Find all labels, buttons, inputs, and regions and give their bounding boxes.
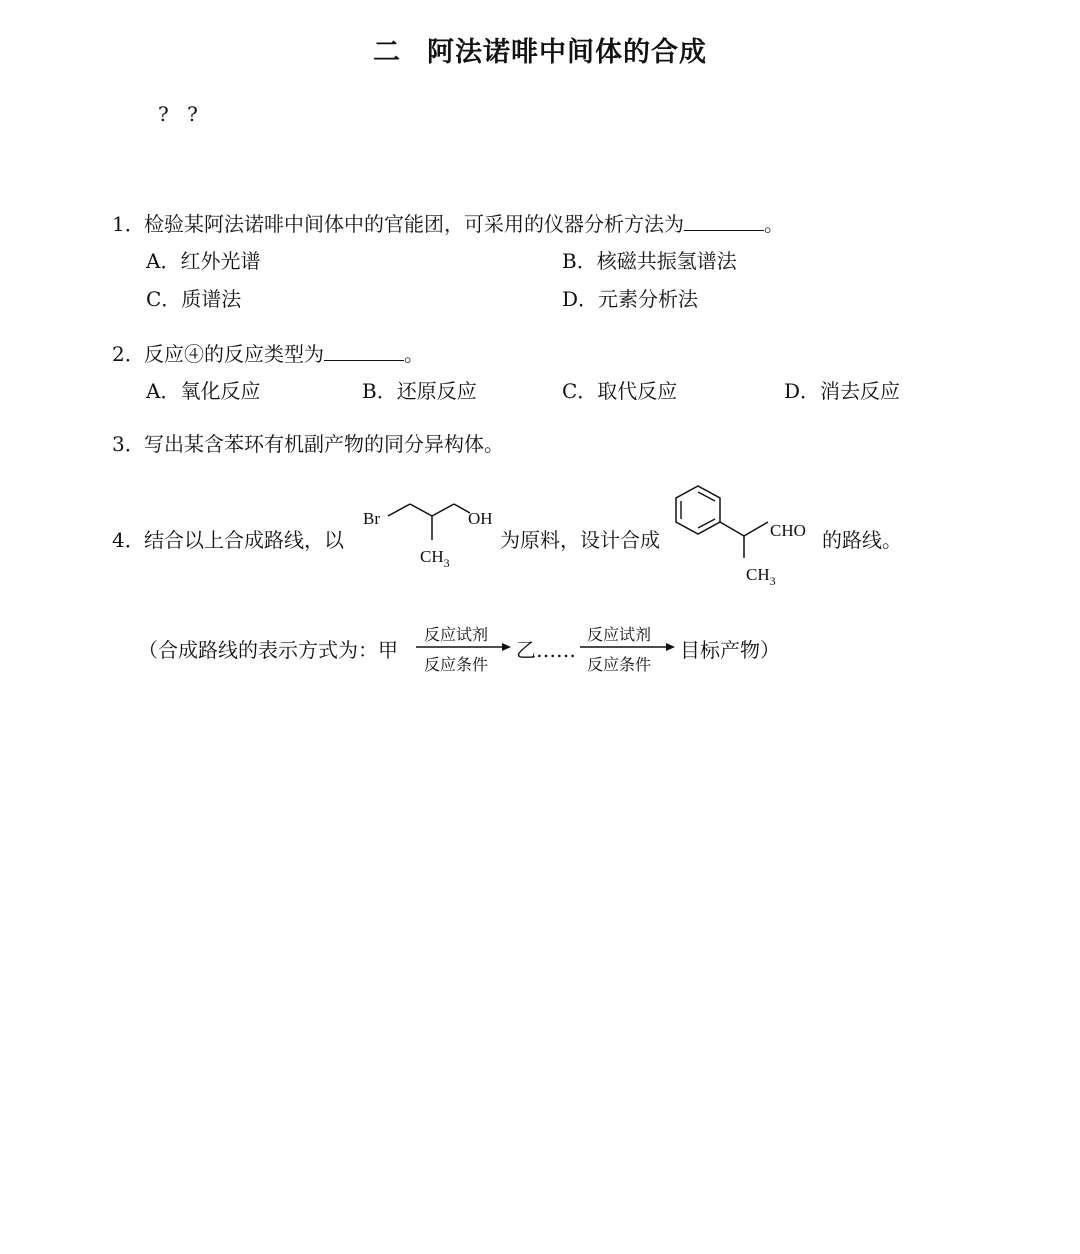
question-4 [112, 524, 344, 553]
bond [432, 504, 454, 516]
section-number: 二 [373, 37, 401, 68]
section-title: 阿法诺啡中间体的合成 [427, 37, 707, 68]
cho-label: CHO [770, 521, 806, 540]
question-2-stem: 反应④的反应类型为 [144, 342, 324, 366]
reactant-structure [360, 496, 500, 576]
route-format-middle: 乙…… [516, 638, 576, 662]
oh-label: OH [468, 509, 493, 528]
question-4-text-a: 结合以上合成路线，以 [144, 528, 344, 552]
question-2 [112, 338, 424, 367]
q1-option-b[interactable]: B．核磁共振氢谱法 [562, 249, 737, 273]
ch3-label: $CH_3$ [746, 565, 776, 588]
arrow-2 [580, 641, 676, 653]
question-4-text-c: 的路线。 [822, 528, 902, 552]
placeholder-marks: ? ? [158, 102, 204, 126]
answer-blank-2[interactable] [324, 342, 404, 361]
q2-option-a[interactable]: A．氧化反应 [146, 379, 261, 403]
bond [744, 522, 768, 536]
answer-blank-1[interactable] [684, 212, 764, 231]
benzene-ring [676, 486, 720, 534]
route-format-suffix: 目标产物） [680, 638, 780, 662]
question-1-stem: 检验某阿法诺啡中间体中的官能团，可采用的仪器分析方法为 [144, 212, 684, 236]
q2-option-c[interactable]: C．取代反应 [562, 379, 678, 403]
arrow-1-reagent: 反应试剂 [424, 625, 489, 644]
question-1-stem-end: 。 [764, 212, 784, 236]
question-1-number: 1． [112, 212, 145, 236]
q1-option-a[interactable]: A．红外光谱 [146, 249, 261, 273]
question-2-number: 2． [112, 342, 145, 366]
question-2-stem-end: 。 [404, 342, 424, 366]
bond [388, 504, 410, 516]
ch3-label: $CH_3$ [420, 547, 450, 570]
question-4-number: 4． [112, 528, 145, 552]
bond [720, 522, 744, 536]
question-3-stem: 写出某含苯环有机副产物的同分异构体。 [144, 432, 504, 456]
question-3 [112, 428, 504, 457]
q1-option-d[interactable]: D．元素分析法 [562, 287, 699, 311]
question-4-text-b: 为原料，设计合成 [500, 528, 660, 552]
question-3-number: 3． [112, 432, 145, 456]
q2-option-b[interactable]: B．还原反应 [362, 379, 477, 403]
page-title [0, 30, 1080, 69]
route-format-prefix: （合成路线的表示方式为：甲 [138, 638, 398, 662]
arrow-2-reagent: 反应试剂 [587, 625, 652, 644]
arrow-1 [416, 641, 512, 653]
q2-option-d[interactable]: D．消去反应 [784, 379, 901, 403]
question-1 [112, 208, 784, 237]
bond [410, 504, 432, 516]
arrow-2-condition: 反应条件 [587, 655, 652, 674]
br-label: Br [363, 509, 380, 528]
arrow-1-condition: 反应条件 [424, 655, 489, 674]
product-structure [670, 478, 820, 590]
q1-option-c[interactable]: C．质谱法 [146, 287, 242, 311]
